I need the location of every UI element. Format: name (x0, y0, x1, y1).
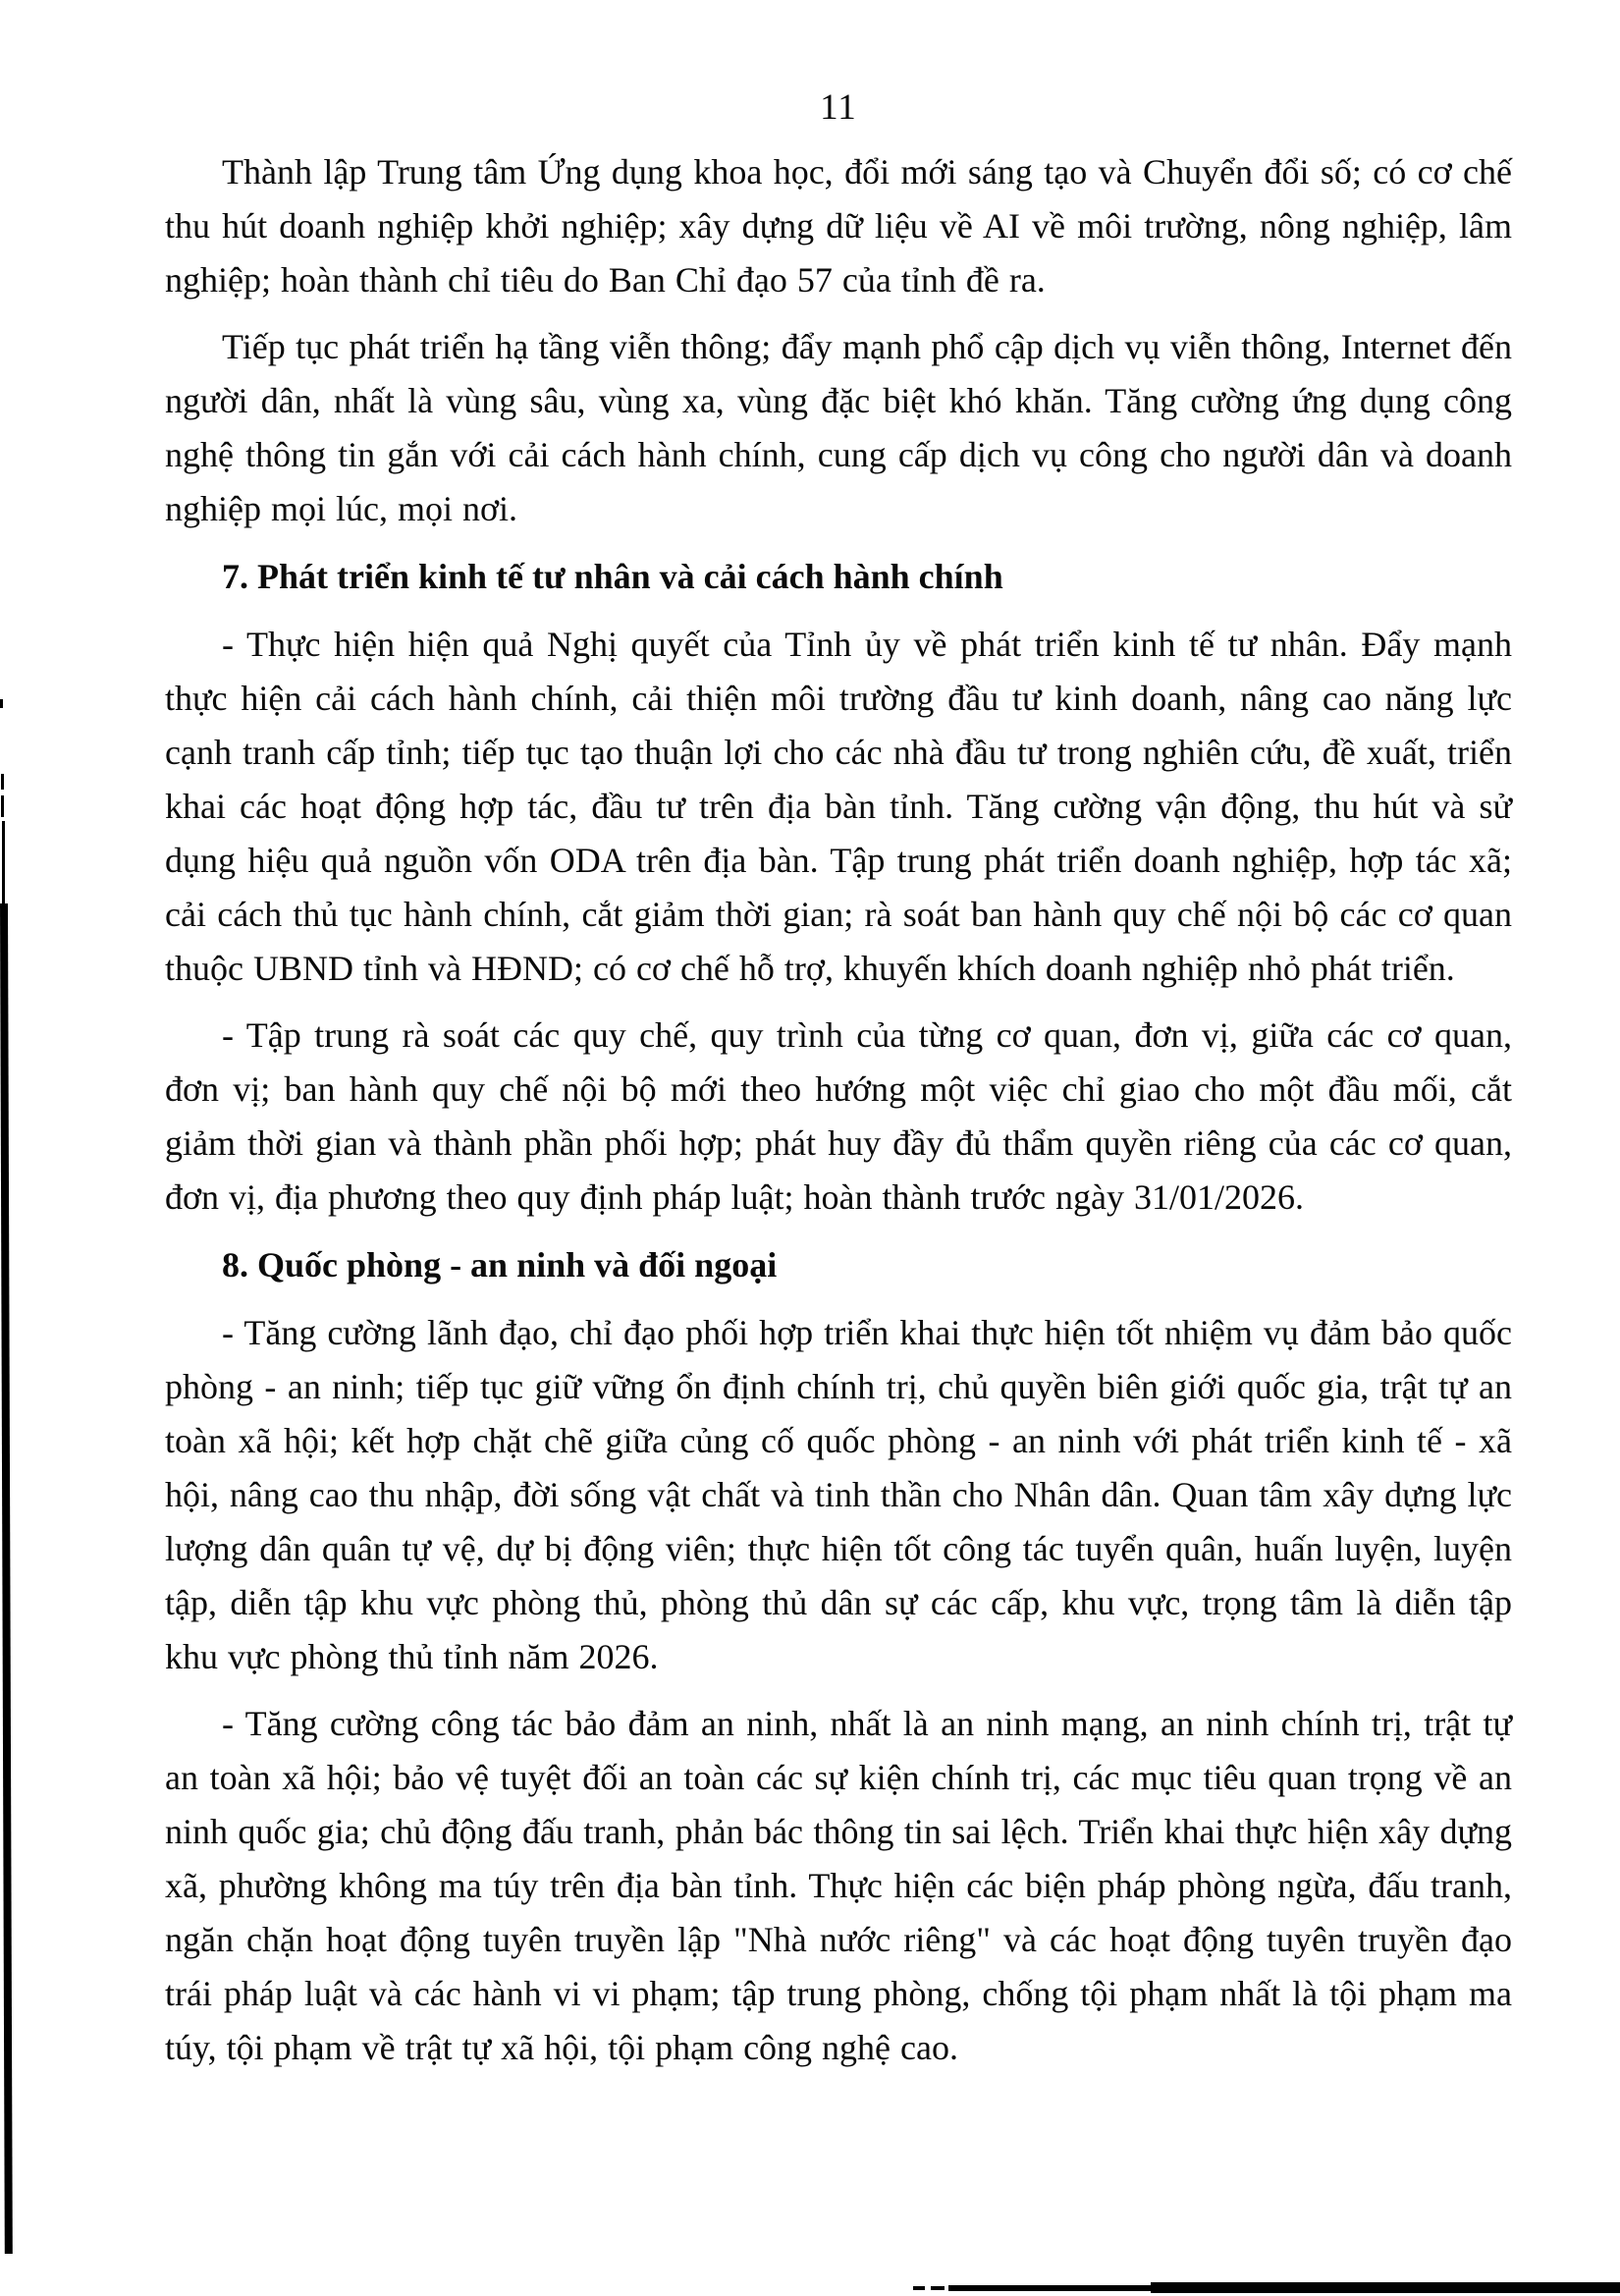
paragraph-telecom-infrastructure: Tiếp tục phát triển hạ tầng viễn thông; đẩy mạnh phổ cập dịch vụ viễn thông, Internet đến người dân, nhất là vùng sâu, vùng xa, vùng đặc biệt khó khăn. Tăng cường ứng dụng công nghệ thông tin gắn với cải cách hành chính, cung cấp dịch vụ công cho người dân và doanh nghiệp mọi lúc, mọi nơi. (165, 327, 1512, 528)
document-page (165, 86, 1512, 2088)
scan-artifact-bottom-bar (948, 2285, 1151, 2291)
paragraph-science-center: Thành lập Trung tâm Ứng dụng khoa học, đổi mới sáng tạo và Chuyển đổi số; có cơ chế thu hút doanh nghiệp khởi nghiệp; xây dựng dữ liệu về AI về môi trường, nông nghiệp, lâm nghiệp; hoàn thành chỉ tiêu do Ban Chỉ đạo 57 của tỉnh đề ra. (165, 152, 1512, 300)
paragraph-private-economy-resolution: - Thực hiện hiện quả Nghị quyết của Tỉnh ủy về phát triển kinh tế tư nhân. Đẩy mạnh thực hiện cải cách hành chính, cải thiện môi trường đầu tư kinh doanh, nâng cao năng lực cạnh tranh cấp tỉnh; tiếp tục tạo thuận lợi cho các nhà đầu tư trong nghiên cứu, đề xuất, triển khai các hoạt động hợp tác, đầu tư trên địa bàn tỉnh. Tăng cường vận động, thu hút và sử dụng hiệu quả nguồn vốn ODA trên địa bàn. Tập trung phát triển doanh nghiệp, hợp tác xã; cải cách thủ tục hành chính, cắt giảm thời gian; rà soát ban hành quy chế nội bộ các cơ quan thuộc UBND tỉnh và HĐND; có cơ chế hỗ trợ, khuyến khích doanh nghiệp nhỏ phát triển. (165, 625, 1512, 988)
scan-artifact-left-bar (0, 903, 13, 2254)
section-heading-7-private-economy: 7. Phát triển kinh tế tư nhân và cải cách hành chính (222, 557, 1003, 596)
paragraph-security-crime-prevention: - Tăng cường công tác bảo đảm an ninh, nhất là an ninh mạng, an ninh chính trị, trật tự an toàn xã hội; bảo vệ tuyệt đối an toàn các sự kiện chính trị, các mục tiêu quan trọng về an ninh quốc gia; chủ động đấu tranh, phản bác thông tin sai lệch. Triển khai thực hiện xây dựng xã, phường không ma túy trên địa bàn tỉnh. Thực hiện các biện pháp phòng ngừa, đấu tranh, ngăn chặn hoạt động tuyên truyền lập "Nhà nước riêng" và các hoạt động tuyên truyền đạo trái pháp luật và các hành vi vi phạm; tập trung phòng, chống tội phạm nhất là tội phạm ma túy, tội phạm về trật tự xã hội, tội phạm công nghệ cao. (165, 1704, 1512, 2067)
section-heading-8-defense-security: 8. Quốc phòng - an ninh và đối ngoại (222, 1245, 778, 1285)
page-number: 11 (820, 87, 857, 128)
scan-artifact-left-dash (0, 699, 3, 708)
scan-artifact-left-dash (1, 795, 4, 817)
scan-artifact-left-dash (1, 774, 4, 790)
scan-artifact-bottom-dash (913, 2286, 925, 2290)
scan-artifact-left-line (2, 821, 5, 903)
scan-artifact-bottom-dash (931, 2286, 945, 2290)
paragraph-internal-regulations: - Tập trung rà soát các quy chế, quy trình của từng cơ quan, đơn vị, giữa các cơ quan, đơn vị; ban hành quy chế nội bộ mới theo hướng một việc chỉ giao cho một đầu mối, cắt giảm thời gian và thành phần phối hợp; phát huy đầy đủ thẩm quyền riêng của các cơ quan, đơn vị, địa phương theo quy định pháp luật; hoàn thành trước ngày 31/01/2026. (165, 1015, 1512, 1217)
scan-artifact-bottom-bar (1151, 2282, 1620, 2293)
paragraph-defense-security-tasks: - Tăng cường lãnh đạo, chỉ đạo phối hợp triển khai thực hiện tốt nhiệm vụ đảm bảo quốc phòng - an ninh; tiếp tục giữ vững ổn định chính trị, chủ quyền biên giới quốc gia, trật tự an toàn xã hội; kết hợp chặt chẽ giữa củng cố quốc phòng - an ninh với phát triển kinh tế - xã hội, nâng cao thu nhập, đời sống vật chất và tinh thần cho Nhân dân. Quan tâm xây dựng lực lượng dân quân tự vệ, dự bị động viên; thực hiện tốt công tác tuyển quân, huấn luyện, luyện tập, diễn tập khu vực phòng thủ, phòng thủ dân sự các cấp, khu vực, trọng tâm là diễn tập khu vực phòng thủ tỉnh năm 2026. (165, 1313, 1512, 1676)
